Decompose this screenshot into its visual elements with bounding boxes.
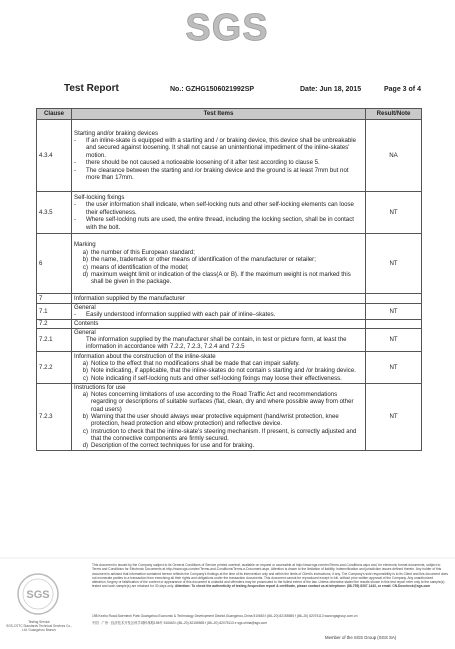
table-row — [37, 328, 422, 351]
seal-text: Testing Service — [28, 620, 50, 624]
test-item-cell — [72, 328, 366, 351]
disclaimer-body: This document is issued by the Company subject to its General Conditions of Service printed overleaf, available on request or accessible at http://www.sgs.com/en/Terms-and-Conditions.aspx and, for electronic format documents, subject to Terms and Conditions for Electronic Documents at http://www.sgs.com/en/Terms-and-Conditions/Terms-e-Document.aspx. Attention is drawn to the limitation of liability, indemnification and jurisdiction issues defined therein. Any holder of this document is advised that information contained hereon reflects the Company's findings at the time of its intervention only and within the limits of Client's instructions, if any. The Company's sole responsibility is to its Client and this document does not exonerate parties to a transaction from exercising all their rights and obligations under the transaction documents. This document cannot be reproduced except in full, without prior written approval of the Company. Any unauthorized alteration, forgery or falsification of the content or appearance of this document is unlawful and offenders may be prosecuted to the fullest extent of the law. Unless otherwise stated the results shown in this test report refer only to the sample(s) tested and such sample(s) are retained for 30 days only. — [92, 563, 448, 589]
result-cell: NT — [366, 328, 422, 351]
table-header-row — [37, 109, 422, 120]
test-items-table — [36, 108, 422, 451]
item-marker: b) — [82, 413, 88, 421]
column-header-result: Result/Note — [366, 109, 422, 120]
clause-cell: 7.1 — [37, 304, 72, 320]
table-row — [37, 319, 422, 328]
item-text: maximum weight limit or indication of the class(A or B). If the maximum weight is not marked this shall be given in the package. — [91, 270, 351, 286]
authenticity-note: Attention: To check the authenticity of testing /inspection report & certificate, please contact us at telephone: (86-755) 8307 1443, or email: CN.Doccheck@sgs.com — [174, 584, 431, 589]
test-item-cell — [72, 120, 366, 192]
test-item-entry — [74, 367, 363, 374]
report-title: Test Report — [64, 83, 119, 94]
table-body — [37, 120, 422, 451]
test-item-cell — [72, 304, 366, 320]
clause-cell: 6 — [37, 234, 72, 294]
table-row — [37, 383, 422, 450]
item-marker: - — [74, 216, 77, 224]
test-item-heading: General — [74, 328, 96, 336]
item-text: Note indicating if self-locking nuts and other self-locking fixings may loose their effectiveness. — [91, 374, 342, 382]
item-marker: d) — [82, 442, 88, 450]
test-item-cell — [72, 383, 366, 450]
test-item-heading: Starting and/or braking devices — [74, 129, 159, 137]
item-marker: a) — [82, 359, 88, 367]
test-item-heading: Information supplied by the manufacturer — [74, 294, 185, 302]
test-item-entry — [74, 271, 363, 286]
item-text: there should be not caused a noticeable loosening of it after test according to clause 5. — [86, 159, 320, 167]
item-marker: c) — [82, 427, 88, 435]
test-item-entry — [74, 201, 363, 216]
clause-cell: 7.2.3 — [37, 383, 72, 450]
item-marker — [74, 336, 86, 351]
page-number: Page 3 of 4 — [384, 86, 421, 93]
address-english: 198 Kezhu Road,Scientech Park Guangzhou Economic & Technology Development District,Guangzhou,China 510663 t (86–20) 82155555 f (86–20) 82075113 www.sgsgroup.com.cn — [92, 614, 358, 618]
item-text: the user information shall indicate, when self-locking nuts and other self-locking elements can loose their effectiveness. — [86, 201, 354, 216]
test-item-entry — [74, 413, 363, 428]
result-cell: NT — [366, 192, 422, 234]
test-item-heading: Instructions for use — [74, 383, 126, 391]
clause-cell: 7.2.1 — [37, 328, 72, 351]
seal-caption — [4, 620, 74, 632]
result-cell: NT — [366, 351, 422, 383]
item-marker: a) — [82, 248, 88, 256]
table-row — [37, 120, 422, 192]
test-item-cell — [72, 351, 366, 383]
item-marker: c) — [82, 263, 88, 271]
clause-cell: 7.2.2 — [37, 351, 72, 383]
table-row — [37, 304, 422, 320]
test-item-entry — [74, 264, 363, 271]
test-item-cell — [72, 294, 366, 304]
column-header-test-items: Test Items — [72, 109, 366, 120]
test-item-entry — [74, 311, 363, 318]
test-item-cell — [72, 192, 366, 234]
item-marker: d) — [82, 270, 88, 278]
item-text: Description of the correct techniques for use and for braking. — [91, 442, 255, 450]
clause-cell: 7.2 — [37, 319, 72, 328]
member-of-sgs-group: Member of the SGS Group (SGS SA) — [325, 635, 397, 640]
test-item-entry — [74, 375, 363, 382]
result-cell: NT — [366, 234, 422, 294]
svg-text:SGS: SGS — [26, 589, 50, 601]
test-item-entry — [74, 391, 363, 413]
test-item-heading: Self-locking fixings — [74, 194, 125, 202]
test-item-heading: General — [74, 304, 96, 311]
item-marker: - — [74, 201, 77, 209]
test-item-entry — [74, 249, 363, 256]
item-text: means of identification of the model; — [91, 263, 189, 271]
test-item-heading: Marking — [74, 241, 96, 249]
item-marker: - — [74, 166, 77, 174]
item-text: Notes concerning limitations of use according to the Road Traffic Act and recommendations regarding or descriptions of suitable surfaces (flat, clean, dry and where possible away from other road users) — [91, 391, 354, 413]
item-text: Easily understood information supplied with each pair of inline–skates. — [86, 311, 276, 319]
test-item-heading: Information about the construction of the inline-skate — [74, 352, 216, 360]
sgs-logo — [170, 6, 285, 46]
item-marker: - — [74, 311, 77, 319]
test-item-cell — [72, 234, 366, 294]
svg-text:SGS: SGS — [185, 7, 269, 46]
test-item-entry — [74, 360, 363, 367]
result-cell — [366, 294, 422, 304]
item-text: the name, trademark or other means of identification of the manufacturer or retailer; — [91, 256, 316, 264]
item-text: Notice to the effect that no modifications shall be made that can impair safety. — [91, 359, 300, 367]
clause-cell: 4.3.5 — [37, 192, 72, 234]
test-item-entry — [74, 167, 363, 182]
item-marker: - — [74, 137, 77, 145]
test-item-entry — [74, 336, 363, 351]
result-cell: NT — [366, 383, 422, 450]
report-date: Date: Jun 18, 2015 — [300, 86, 362, 93]
table-row — [37, 192, 422, 234]
test-item-entry — [74, 137, 363, 159]
test-item-entry — [74, 216, 363, 231]
column-header-clause: Clause — [37, 109, 72, 120]
item-text: Note indicating, if applicable, that the inline-skates do not contain s starting and /or braking device. — [91, 367, 356, 375]
item-text: Where self-locking nuts are used, the entire thread, including the locking section, shall be in contact with the bolt. — [86, 216, 354, 231]
seal-company: SGS-CSTC Standards Technical Services Co., Ltd. Guangzhou Branch — [6, 624, 72, 632]
test-item-heading: Contents — [74, 320, 99, 328]
item-marker: b) — [82, 367, 88, 375]
sgs-seal-stamp — [16, 572, 60, 616]
table-row — [37, 294, 422, 304]
test-item-entry — [74, 256, 363, 263]
item-marker: - — [74, 159, 77, 167]
disclaimer-text — [92, 563, 448, 589]
item-text: If an inline-skate is equipped with a starting and / or braking device, this device shall be unbreakable and secured against loosening. It shall not cause an unintentional impediment of the inline-skates' motion. — [86, 137, 356, 159]
test-item-cell — [72, 319, 366, 328]
test-item-entry — [74, 428, 363, 443]
result-cell: NA — [366, 120, 422, 192]
table-row — [37, 234, 422, 294]
item-text: The information supplied by the manufacturer shall be contain, in test or picture form, at least the information in accordance with 7.2.2, 7.2.3, 7.2.4 and 7.2.5 — [86, 336, 347, 351]
table-row — [37, 351, 422, 383]
item-marker: a) — [82, 391, 88, 399]
item-text: Instruction to check that the inline-skate's steering mechanism. If present, is correctly adjusted and that the connective components are firmly secured. — [91, 427, 357, 443]
item-marker: b) — [82, 256, 88, 264]
item-text: Warning that the user should always wear protective equipment (hand/wrist protection, knee protection, head protection and elbow protection) and reflective device. — [91, 413, 339, 428]
item-text: The clearance between the starting and /or braking device and the ground is at least 7mm but not more than 17mm. — [86, 166, 349, 181]
address-chinese: 中国 · 广州 · 经济技术开发区科学城科珠路198号 510663 t (86–20) 82155555 f (86–20) 82075113 e sgs.china@sgs.com — [92, 621, 267, 625]
report-number: No.: GZHG1506021992SP — [170, 86, 255, 93]
test-item-entry — [74, 442, 363, 449]
result-cell — [366, 319, 422, 328]
clause-cell: 7 — [37, 294, 72, 304]
clause-cell: 4.3.4 — [37, 120, 72, 192]
result-cell: NT — [366, 304, 422, 320]
item-text: the number of this European standard; — [91, 248, 195, 256]
item-marker: c) — [82, 374, 88, 382]
test-item-entry — [74, 159, 363, 166]
